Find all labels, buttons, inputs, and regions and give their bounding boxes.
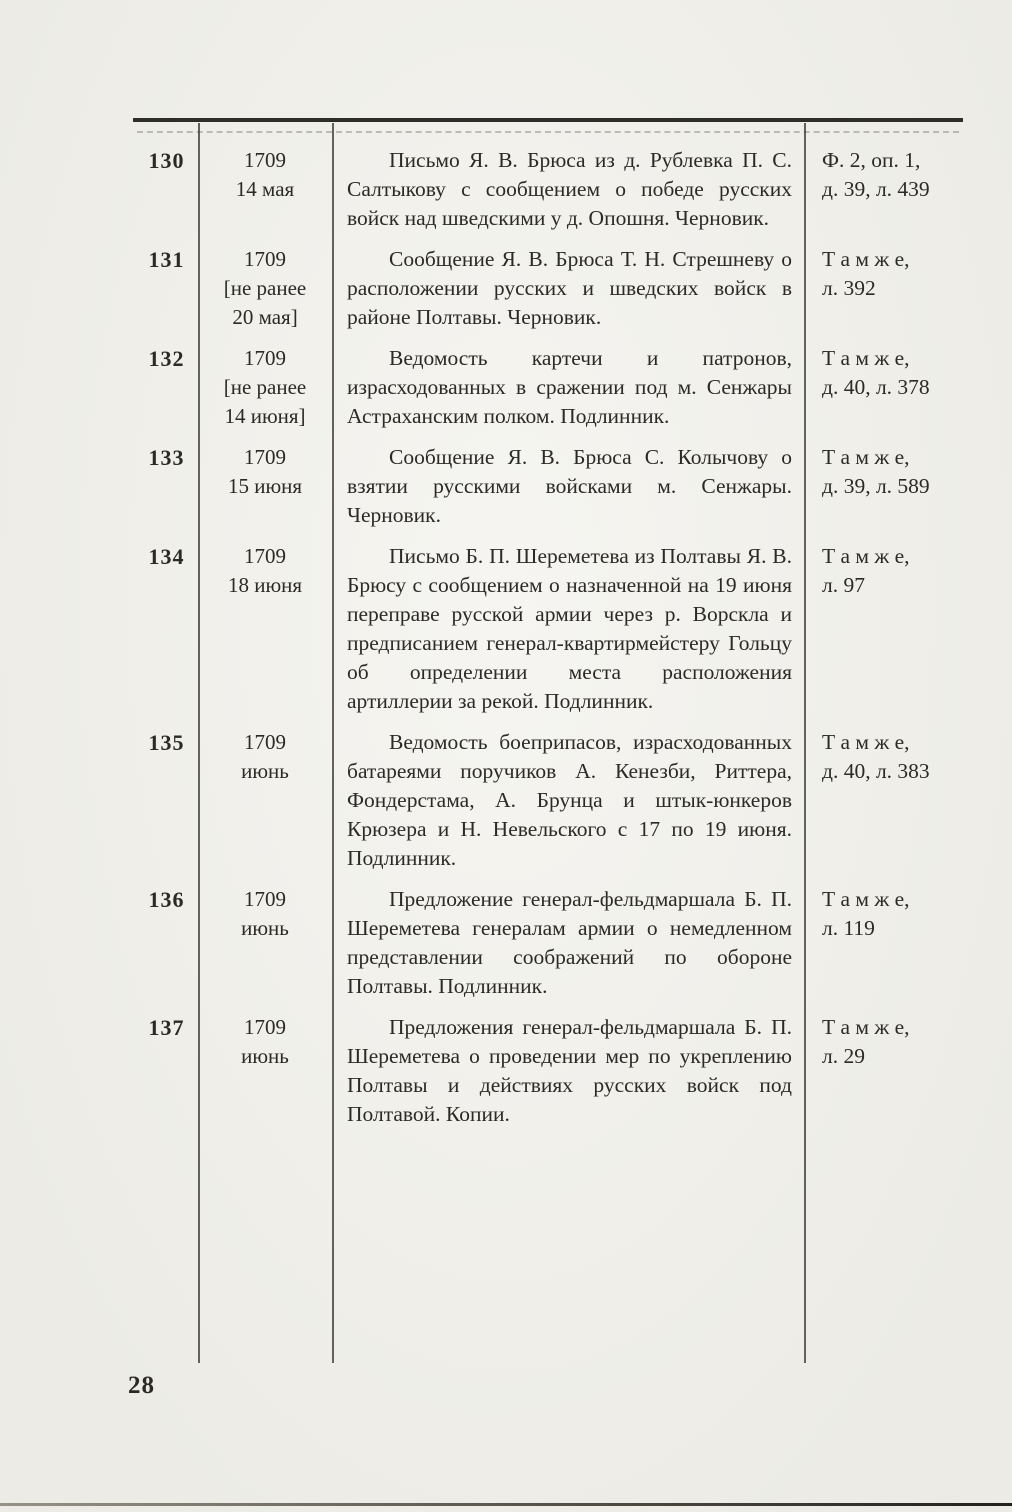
entry-description: Предложения генерал-фельдмаршала Б. П. Шереметева о проведении мер по укреплению Полтавы и действиях русских войск под Полтавой. Копии. [347,1015,792,1126]
entry-date-line: 1709 [244,346,286,370]
entry-reference-line: д. 39, л. 589 [822,474,930,498]
entry-reference-line: Т а м ж е, [822,544,910,568]
table-row [135,1013,961,1129]
entry-reference [804,1013,961,1129]
entry-date [198,885,332,1001]
entry-reference [804,146,961,233]
entry-date [198,344,332,431]
entry-number: 131 [148,247,185,272]
entry-reference-line: Т а м ж е, [822,730,910,754]
entry-reference [804,245,961,332]
entry-date-line: 14 июня] [224,404,306,428]
entry-reference [804,443,961,530]
entry-date-line: 20 мая] [232,305,298,329]
entry-number: 134 [148,544,185,569]
entry-description: Предложение генерал-фельдмаршала Б. П. Шереметева генералам армии о немедленном представлении соображений по обороне Полтавы. Подлинник. [347,887,792,998]
entry-date [198,728,332,873]
entry-date-line: 1709 [244,887,286,911]
entry-date-line: 18 июня [227,573,303,597]
entry-reference-line: Т а м ж е, [822,1015,910,1039]
table-row [135,245,961,332]
entry-reference-line: л. 29 [822,1044,865,1068]
entry-reference-line: Т а м ж е, [822,346,910,370]
entry-date-line: [не ранее [223,375,307,399]
entry-date [198,245,332,332]
entry-date [198,146,332,233]
entry-reference [804,344,961,431]
table-top-rule [133,118,963,122]
entry-date-line: [не ранее [223,276,307,300]
entry-number: 137 [148,1015,185,1040]
entry-reference-line: л. 392 [822,276,876,300]
entry-reference [804,542,961,716]
entry-date [198,1013,332,1129]
entry-description: Сообщение Я. В. Брюса Т. Н. Стрешневу о расположении русских и шведских войск в районе Полтавы. Черновик. [347,247,792,329]
entry-date-line: июнь [241,916,289,940]
entry-reference-line: л. 97 [822,573,865,597]
page-number: 28 [128,1372,155,1399]
table-row [135,146,961,233]
entry-reference-line: Ф. 2, оп. 1, [822,148,921,172]
entry-reference-line: Т а м ж е, [822,887,910,911]
entry-date-line: 1709 [244,730,286,754]
table-row [135,443,961,530]
entry-date-line: июнь [241,1044,289,1068]
entry-reference-line: д. 40, л. 378 [822,375,930,399]
entry-reference [804,885,961,1001]
entry-description: Ведомость картечи и патронов, израсходованных в сражении под м. Сенжары Астраханским полком. Подлинник. [347,346,792,428]
entry-date-line: 1709 [244,544,286,568]
entry-description: Сообщение Я. В. Брюса С. Колычову о взятии русскими войсками м. Сенжары. Черновик. [347,445,792,527]
entry-reference-line: д. 40, л. 383 [822,759,930,783]
entry-date-line: 1709 [244,247,286,271]
entry-number: 132 [148,346,185,371]
table-row [135,344,961,431]
table-row [135,542,961,716]
entry-date-line: 1709 [244,1015,286,1039]
entry-date [198,443,332,530]
entry-date-line: 15 июня [227,474,303,498]
entry-date-line: 1709 [244,148,286,172]
entry-number: 135 [148,730,185,755]
entry-reference-line: д. 39, л. 439 [822,177,930,201]
entry-date-line: 14 мая [235,177,295,201]
entry-reference-line: Т а м ж е, [822,445,910,469]
page-bottom-edge [0,1503,1012,1506]
entry-number: 130 [148,148,185,173]
entry-reference-line: Т а м ж е, [822,247,910,271]
archive-inventory-table [135,146,961,1141]
entry-reference [804,728,961,873]
entry-date-line: июнь [241,759,289,783]
entry-number: 133 [148,445,185,470]
table-row [135,885,961,1001]
entry-description: Письмо Б. П. Шереметева из Полтавы Я. В. Брюсу с сообщением о назначенной на 19 июня переправе русской армии через р. Ворскла и предписанием генерал-квартирмейстеру Гольцу об определении места расположения артиллерии за рекой. Подлинник. [347,544,792,713]
entry-number: 136 [148,887,185,912]
entry-reference-line: л. 119 [822,916,875,940]
entry-date [198,542,332,716]
table-row [135,728,961,873]
entry-description: Письмо Я. В. Брюса из д. Рублевка П. С. Салтыкову с сообщением о победе русских войск над шведскими у д. Опошня. Черновик. [347,148,792,230]
entry-description: Ведомость боеприпасов, израсходованных батареями поручиков А. Кенезби, Риттера, Фондерстама, А. Брунца и штык-юнкеров Крюзера и Н. Невельского с 17 по 19 июня. Подлинник. [347,730,792,870]
entry-date-line: 1709 [244,445,286,469]
table-top-rule-dashed [137,131,959,133]
